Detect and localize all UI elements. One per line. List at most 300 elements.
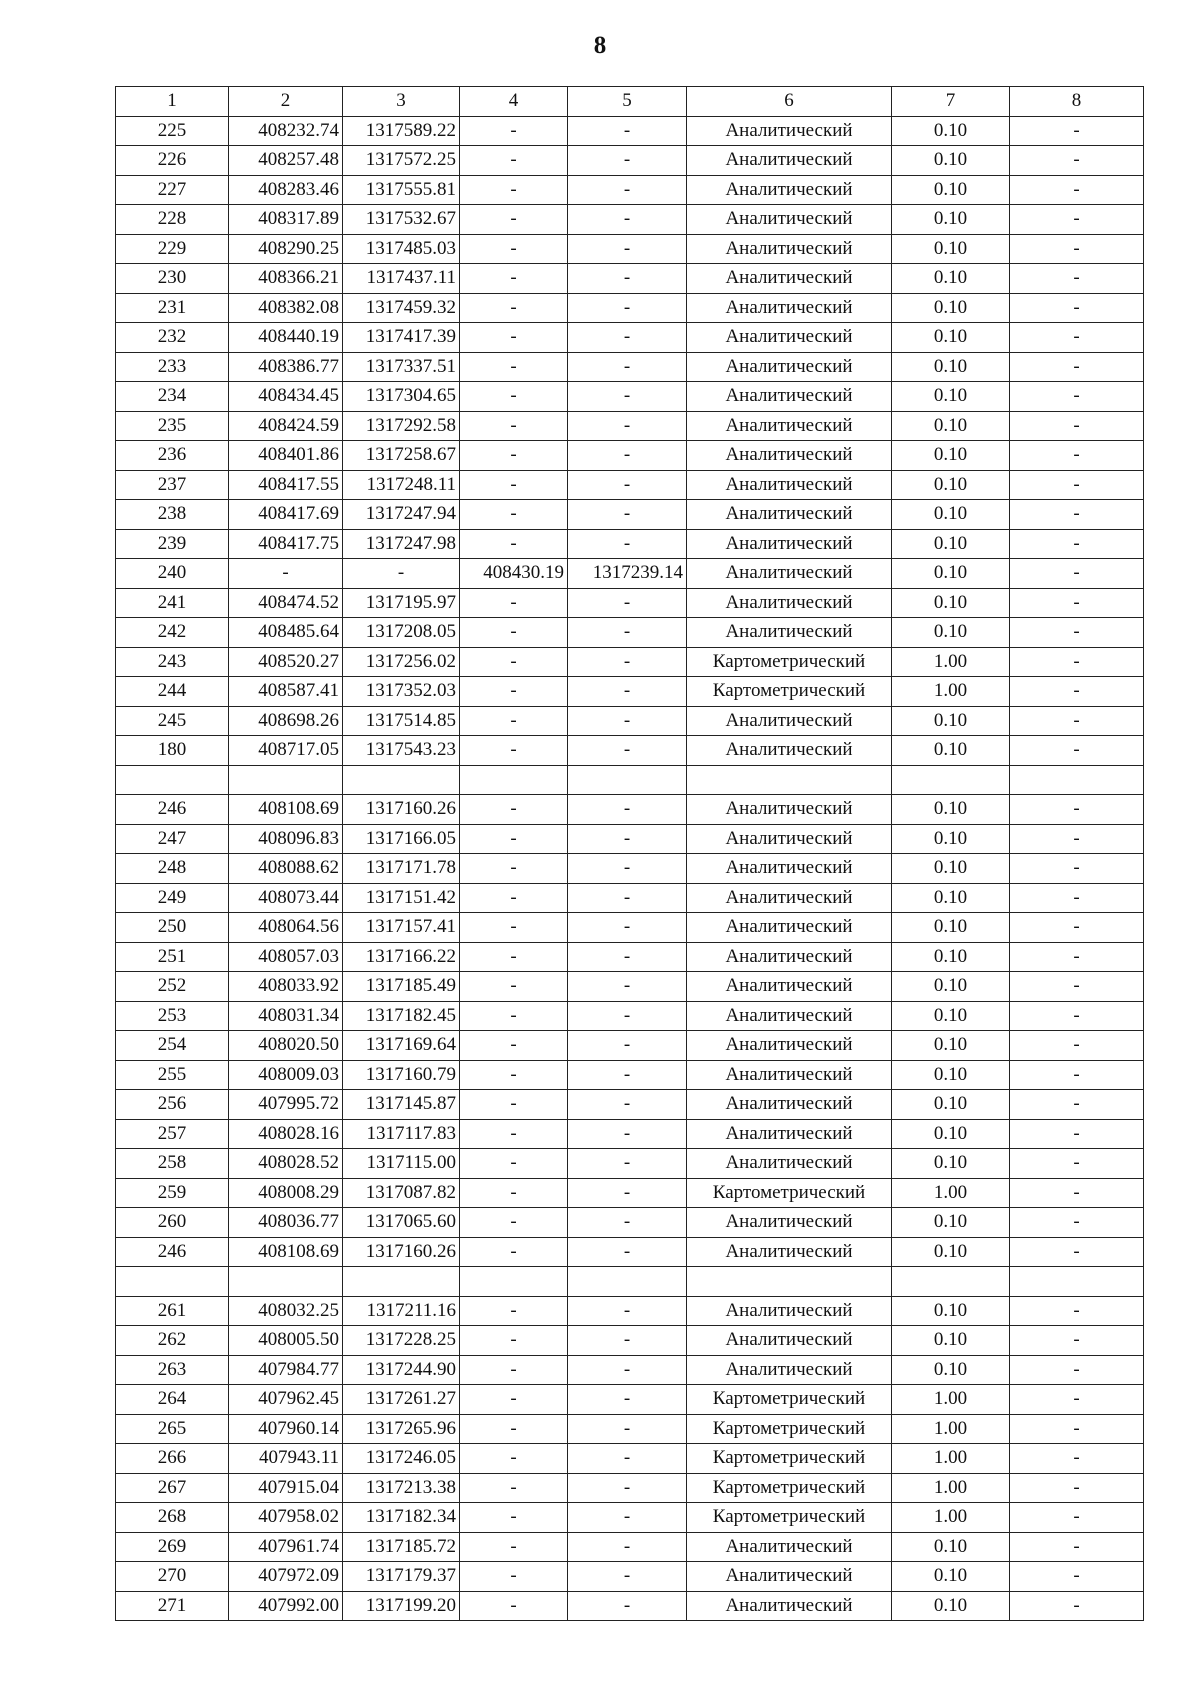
table-cell-col-5: - xyxy=(568,1296,687,1326)
table-cell-col-5: - xyxy=(568,588,687,618)
table-cell-col-6: Аналитический xyxy=(687,1149,892,1179)
table-row xyxy=(116,1473,1144,1503)
table-cell-col-3: 1317182.45 xyxy=(343,1001,460,1031)
table-cell-col-2: 408485.64 xyxy=(229,618,343,648)
table-cell-col-3: 1317589.22 xyxy=(343,116,460,146)
table-cell-col-8: - xyxy=(1010,234,1144,264)
table-cell-col-1: 246 xyxy=(116,1237,229,1267)
table-cell-col-7: 0.10 xyxy=(892,529,1010,559)
table-cell-col-5: - xyxy=(568,1060,687,1090)
table-cell-col-7: 0.10 xyxy=(892,1149,1010,1179)
table-cell-col-4: - xyxy=(460,1060,568,1090)
table-cell-col-7: 0.10 xyxy=(892,1060,1010,1090)
table-cell-col-8: - xyxy=(1010,559,1144,589)
table-cell-col-1: 265 xyxy=(116,1414,229,1444)
table-cell-col-1: 225 xyxy=(116,116,229,146)
table-cell-col-2: 408386.77 xyxy=(229,352,343,382)
table-cell-col-4: - xyxy=(460,1031,568,1061)
table-cell-col-4: - xyxy=(460,470,568,500)
table-cell-col-5: - xyxy=(568,677,687,707)
table-cell-col-6: Аналитический xyxy=(687,824,892,854)
table-cell-col-3: 1317065.60 xyxy=(343,1208,460,1238)
table-cell-col-6: Аналитический xyxy=(687,1237,892,1267)
table-cell-col-8: - xyxy=(1010,1031,1144,1061)
table-cell-col-3: 1317417.39 xyxy=(343,323,460,353)
table-row xyxy=(116,293,1144,323)
header-cell: 1 xyxy=(116,87,229,117)
header-cell: 3 xyxy=(343,87,460,117)
table-cell-col-8: - xyxy=(1010,795,1144,825)
table-row xyxy=(116,1562,1144,1592)
table-row xyxy=(116,1001,1144,1031)
table-cell-col-6: Аналитический xyxy=(687,854,892,884)
table-cell-col-7: 0.10 xyxy=(892,470,1010,500)
table-cell-col-3: 1317248.11 xyxy=(343,470,460,500)
table-cell-col-7: 0.10 xyxy=(892,352,1010,382)
table-cell-col-7: 0.10 xyxy=(892,411,1010,441)
table-cell-col-4: - xyxy=(460,677,568,707)
table-cell-col-2: 408028.52 xyxy=(229,1149,343,1179)
table-cell-col-8: - xyxy=(1010,1414,1144,1444)
table-row xyxy=(116,1385,1144,1415)
table-cell-col-5: - xyxy=(568,854,687,884)
table-cell-col-7: 0.10 xyxy=(892,1237,1010,1267)
table-cell-col-7: 0.10 xyxy=(892,1562,1010,1592)
table-cell-col-5: - xyxy=(568,205,687,235)
table-cell-col-8: - xyxy=(1010,1296,1144,1326)
table-cell-col-7: 0.10 xyxy=(892,942,1010,972)
table-cell-col-8: - xyxy=(1010,1473,1144,1503)
table-cell-col-7: 0.10 xyxy=(892,618,1010,648)
table-row xyxy=(116,146,1144,176)
table-cell-col-1: 236 xyxy=(116,441,229,471)
table-row xyxy=(116,323,1144,353)
empty-cell xyxy=(568,1267,687,1297)
table-cell-col-4: - xyxy=(460,706,568,736)
table-cell-col-5: - xyxy=(568,1208,687,1238)
table-cell-col-4: - xyxy=(460,293,568,323)
table-cell-col-6: Аналитический xyxy=(687,146,892,176)
table-cell-col-3: 1317087.82 xyxy=(343,1178,460,1208)
table-cell-col-7: 1.00 xyxy=(892,1503,1010,1533)
table-cell-col-4: - xyxy=(460,913,568,943)
table-cell-col-1: 258 xyxy=(116,1149,229,1179)
table-cell-col-7: 0.10 xyxy=(892,854,1010,884)
table-cell-col-3: 1317160.79 xyxy=(343,1060,460,1090)
table-row xyxy=(116,205,1144,235)
table-row xyxy=(116,1149,1144,1179)
table-cell-col-2: 408057.03 xyxy=(229,942,343,972)
table-cell-col-8: - xyxy=(1010,146,1144,176)
table-cell-col-7: 0.10 xyxy=(892,736,1010,766)
table-cell-col-3: 1317195.97 xyxy=(343,588,460,618)
table-cell-col-6: Аналитический xyxy=(687,1031,892,1061)
table-cell-col-8: - xyxy=(1010,116,1144,146)
table-cell-col-6: Аналитический xyxy=(687,441,892,471)
table-cell-col-1: 270 xyxy=(116,1562,229,1592)
table-cell-col-2: 407962.45 xyxy=(229,1385,343,1415)
table-cell-col-4: - xyxy=(460,1119,568,1149)
table-cell-col-7: 0.10 xyxy=(892,1591,1010,1621)
table-cell-col-3: 1317292.58 xyxy=(343,411,460,441)
table-cell-col-1: 261 xyxy=(116,1296,229,1326)
table-cell-col-7: 0.10 xyxy=(892,1532,1010,1562)
table-cell-col-4: - xyxy=(460,1414,568,1444)
table-cell-col-4: - xyxy=(460,1591,568,1621)
table-cell-col-3: 1317185.72 xyxy=(343,1532,460,1562)
empty-cell xyxy=(1010,765,1144,795)
table-row xyxy=(116,1031,1144,1061)
table-cell-col-2: 408520.27 xyxy=(229,647,343,677)
table-cell-col-4: - xyxy=(460,647,568,677)
table-cell-col-6: Аналитический xyxy=(687,883,892,913)
table-cell-col-3: 1317199.20 xyxy=(343,1591,460,1621)
table-cell-col-3: 1317151.42 xyxy=(343,883,460,913)
table-row xyxy=(116,1178,1144,1208)
table-row xyxy=(116,1355,1144,1385)
table-cell-col-4: - xyxy=(460,1178,568,1208)
table-cell-col-3: 1317171.78 xyxy=(343,854,460,884)
table-row xyxy=(116,1119,1144,1149)
table-cell-col-1: 245 xyxy=(116,706,229,736)
table-cell-col-6: Аналитический xyxy=(687,264,892,294)
table-cell-col-8: - xyxy=(1010,352,1144,382)
table-cell-col-6: Картометрический xyxy=(687,1178,892,1208)
table-cell-col-7: 0.10 xyxy=(892,323,1010,353)
table-row xyxy=(116,264,1144,294)
table-cell-col-3: 1317261.27 xyxy=(343,1385,460,1415)
table-cell-col-1: 240 xyxy=(116,559,229,589)
table-cell-col-8: - xyxy=(1010,1060,1144,1090)
table-row xyxy=(116,1237,1144,1267)
table-cell-col-5: - xyxy=(568,1031,687,1061)
table-cell-col-1: 227 xyxy=(116,175,229,205)
table-cell-col-1: 263 xyxy=(116,1355,229,1385)
empty-cell xyxy=(229,1267,343,1297)
table-cell-col-4: - xyxy=(460,824,568,854)
table-cell-col-4: - xyxy=(460,382,568,412)
table-cell-col-4: - xyxy=(460,529,568,559)
table-cell-col-2: 408417.69 xyxy=(229,500,343,530)
table-row xyxy=(116,1444,1144,1474)
table-cell-col-1: 243 xyxy=(116,647,229,677)
table-cell-col-4: - xyxy=(460,1562,568,1592)
table-cell-col-8: - xyxy=(1010,588,1144,618)
table-cell-col-6: Аналитический xyxy=(687,323,892,353)
table-cell-col-8: - xyxy=(1010,323,1144,353)
table-cell-col-3: 1317337.51 xyxy=(343,352,460,382)
table-cell-col-7: 0.10 xyxy=(892,234,1010,264)
table-row xyxy=(116,559,1144,589)
table-cell-col-2: 408032.25 xyxy=(229,1296,343,1326)
table-row xyxy=(116,470,1144,500)
table-cell-col-6: Картометрический xyxy=(687,1414,892,1444)
table-cell-col-8: - xyxy=(1010,205,1144,235)
table-cell-col-5: - xyxy=(568,1355,687,1385)
table-cell-col-1: 234 xyxy=(116,382,229,412)
table-cell-col-6: Аналитический xyxy=(687,1532,892,1562)
table-cell-col-8: - xyxy=(1010,293,1144,323)
table-body xyxy=(116,116,1144,1621)
table-row xyxy=(116,647,1144,677)
table-cell-col-1: 264 xyxy=(116,1385,229,1415)
table-cell-col-3: 1317117.83 xyxy=(343,1119,460,1149)
page-number: 8 xyxy=(593,32,607,59)
empty-cell xyxy=(687,1267,892,1297)
table-cell-col-5: 1317239.14 xyxy=(568,559,687,589)
table-cell-col-5: - xyxy=(568,1178,687,1208)
table-cell-col-2: 408064.56 xyxy=(229,913,343,943)
table-cell-col-7: 0.10 xyxy=(892,205,1010,235)
table-cell-col-6: Аналитический xyxy=(687,411,892,441)
header-cell: 4 xyxy=(460,87,568,117)
table-cell-col-5: - xyxy=(568,1001,687,1031)
table-cell-col-4: - xyxy=(460,146,568,176)
table-cell-col-6: Аналитический xyxy=(687,618,892,648)
table-cell-col-8: - xyxy=(1010,1591,1144,1621)
table-cell-col-1: 231 xyxy=(116,293,229,323)
table-cell-col-8: - xyxy=(1010,972,1144,1002)
table-cell-col-5: - xyxy=(568,706,687,736)
table-cell-col-6: Картометрический xyxy=(687,1473,892,1503)
empty-separator-row xyxy=(116,765,1144,795)
table-cell-col-3: 1317166.05 xyxy=(343,824,460,854)
table-cell-col-2: 408283.46 xyxy=(229,175,343,205)
table-cell-col-5: - xyxy=(568,883,687,913)
table-cell-col-4: - xyxy=(460,1532,568,1562)
table-cell-col-2: 408033.92 xyxy=(229,972,343,1002)
table-row xyxy=(116,736,1144,766)
table-cell-col-1: 239 xyxy=(116,529,229,559)
table-cell-col-5: - xyxy=(568,382,687,412)
table-cell-col-2: 408009.03 xyxy=(229,1060,343,1090)
table-cell-col-1: 247 xyxy=(116,824,229,854)
table-cell-col-2: 408717.05 xyxy=(229,736,343,766)
table-cell-col-1: 268 xyxy=(116,1503,229,1533)
table-cell-col-6: Аналитический xyxy=(687,736,892,766)
table-cell-col-4: - xyxy=(460,1208,568,1238)
table-cell-col-2: 408020.50 xyxy=(229,1031,343,1061)
table-cell-col-6: Аналитический xyxy=(687,1208,892,1238)
table-row xyxy=(116,913,1144,943)
table-cell-col-5: - xyxy=(568,293,687,323)
table-cell-col-4: - xyxy=(460,1296,568,1326)
table-cell-col-6: Аналитический xyxy=(687,972,892,1002)
table-cell-col-7: 0.10 xyxy=(892,264,1010,294)
table-cell-col-2: 408317.89 xyxy=(229,205,343,235)
table-cell-col-8: - xyxy=(1010,1090,1144,1120)
table-cell-col-3: 1317115.00 xyxy=(343,1149,460,1179)
table-cell-col-8: - xyxy=(1010,1444,1144,1474)
table-row xyxy=(116,382,1144,412)
table-cell-col-4: - xyxy=(460,1001,568,1031)
empty-cell xyxy=(892,1267,1010,1297)
empty-cell xyxy=(460,765,568,795)
table-cell-col-3: 1317244.90 xyxy=(343,1355,460,1385)
table-cell-col-3: 1317246.05 xyxy=(343,1444,460,1474)
table-cell-col-3: 1317572.25 xyxy=(343,146,460,176)
table-cell-col-8: - xyxy=(1010,1001,1144,1031)
table-cell-col-7: 0.10 xyxy=(892,1119,1010,1149)
header-cell: 2 xyxy=(229,87,343,117)
table-cell-col-6: Картометрический xyxy=(687,1503,892,1533)
table-cell-col-1: 254 xyxy=(116,1031,229,1061)
table-cell-col-6: Аналитический xyxy=(687,1296,892,1326)
table-cell-col-1: 260 xyxy=(116,1208,229,1238)
table-cell-col-1: 230 xyxy=(116,264,229,294)
header-cell: 8 xyxy=(1010,87,1144,117)
table-cell-col-2: 408698.26 xyxy=(229,706,343,736)
table-cell-col-6: Картометрический xyxy=(687,677,892,707)
table-cell-col-8: - xyxy=(1010,1355,1144,1385)
table-cell-col-3: 1317258.67 xyxy=(343,441,460,471)
table-cell-col-7: 1.00 xyxy=(892,1473,1010,1503)
table-cell-col-2: 408434.45 xyxy=(229,382,343,412)
table-cell-col-7: 0.10 xyxy=(892,913,1010,943)
table-cell-col-6: Аналитический xyxy=(687,470,892,500)
table-cell-col-1: 252 xyxy=(116,972,229,1002)
table-cell-col-4: - xyxy=(460,234,568,264)
table-cell-col-3: 1317160.26 xyxy=(343,795,460,825)
table-cell-col-8: - xyxy=(1010,1503,1144,1533)
table-cell-col-6: Аналитический xyxy=(687,352,892,382)
coordinates-table xyxy=(115,86,1144,1621)
table-cell-col-1: 257 xyxy=(116,1119,229,1149)
table-cell-col-6: Аналитический xyxy=(687,795,892,825)
table-cell-col-4: - xyxy=(460,500,568,530)
table-cell-col-7: 0.10 xyxy=(892,500,1010,530)
table-cell-col-3: 1317228.25 xyxy=(343,1326,460,1356)
empty-cell xyxy=(116,765,229,795)
table-cell-col-1: 266 xyxy=(116,1444,229,1474)
table-cell-col-4: - xyxy=(460,264,568,294)
table-cell-col-4: - xyxy=(460,588,568,618)
table-cell-col-2: 408232.74 xyxy=(229,116,343,146)
table-row xyxy=(116,1060,1144,1090)
table-cell-col-4: - xyxy=(460,972,568,1002)
header-cell: 6 xyxy=(687,87,892,117)
table-cell-col-2: 408366.21 xyxy=(229,264,343,294)
table-cell-col-2: 407972.09 xyxy=(229,1562,343,1592)
table-cell-col-8: - xyxy=(1010,647,1144,677)
table-cell-col-5: - xyxy=(568,1562,687,1592)
table-cell-col-8: - xyxy=(1010,1562,1144,1592)
table-cell-col-5: - xyxy=(568,736,687,766)
table-cell-col-4: - xyxy=(460,942,568,972)
table-row xyxy=(116,352,1144,382)
table-cell-col-4: - xyxy=(460,1355,568,1385)
table-cell-col-2: 408073.44 xyxy=(229,883,343,913)
table-cell-col-3: 1317182.34 xyxy=(343,1503,460,1533)
table-cell-col-7: 0.10 xyxy=(892,824,1010,854)
table-cell-col-6: Аналитический xyxy=(687,1355,892,1385)
table-cell-col-8: - xyxy=(1010,942,1144,972)
table-cell-col-8: - xyxy=(1010,736,1144,766)
table-cell-col-1: 238 xyxy=(116,500,229,530)
table-row xyxy=(116,1296,1144,1326)
table-row xyxy=(116,706,1144,736)
table-cell-col-4: 408430.19 xyxy=(460,559,568,589)
table-cell-col-7: 0.10 xyxy=(892,1296,1010,1326)
table-cell-col-4: - xyxy=(460,323,568,353)
table-cell-col-5: - xyxy=(568,972,687,1002)
table-cell-col-6: Аналитический xyxy=(687,1060,892,1090)
table-cell-col-7: 0.10 xyxy=(892,441,1010,471)
table-row xyxy=(116,116,1144,146)
table-cell-col-6: Аналитический xyxy=(687,234,892,264)
table-cell-col-2: 407915.04 xyxy=(229,1473,343,1503)
table-cell-col-6: Аналитический xyxy=(687,1562,892,1592)
table-cell-col-6: Аналитический xyxy=(687,500,892,530)
table-cell-col-6: Картометрический xyxy=(687,1385,892,1415)
table-cell-col-5: - xyxy=(568,1385,687,1415)
table-cell-col-5: - xyxy=(568,411,687,441)
table-row xyxy=(116,529,1144,559)
table-cell-col-2: 408290.25 xyxy=(229,234,343,264)
table-cell-col-5: - xyxy=(568,264,687,294)
table-cell-col-8: - xyxy=(1010,618,1144,648)
table-cell-col-1: 248 xyxy=(116,854,229,884)
table-cell-col-1: 237 xyxy=(116,470,229,500)
table-row xyxy=(116,588,1144,618)
table-cell-col-8: - xyxy=(1010,883,1144,913)
table-row xyxy=(116,1503,1144,1533)
table-cell-col-6: Аналитический xyxy=(687,913,892,943)
table-cell-col-5: - xyxy=(568,647,687,677)
table-cell-col-4: - xyxy=(460,1237,568,1267)
table-cell-col-7: 0.10 xyxy=(892,1355,1010,1385)
table-cell-col-2: 408382.08 xyxy=(229,293,343,323)
table-cell-col-7: 0.10 xyxy=(892,972,1010,1002)
table-cell-col-5: - xyxy=(568,146,687,176)
table-cell-col-2: - xyxy=(229,559,343,589)
table-row xyxy=(116,677,1144,707)
table-cell-col-5: - xyxy=(568,1591,687,1621)
table-cell-col-5: - xyxy=(568,116,687,146)
table-row xyxy=(116,234,1144,264)
table-row xyxy=(116,1414,1144,1444)
table-cell-col-2: 408008.29 xyxy=(229,1178,343,1208)
table-cell-col-6: Аналитический xyxy=(687,706,892,736)
table-cell-col-2: 408424.59 xyxy=(229,411,343,441)
table-cell-col-1: 251 xyxy=(116,942,229,972)
table-cell-col-4: - xyxy=(460,116,568,146)
table-cell-col-2: 407961.74 xyxy=(229,1532,343,1562)
table-cell-col-2: 407960.14 xyxy=(229,1414,343,1444)
table-cell-col-1: 180 xyxy=(116,736,229,766)
table-cell-col-6: Аналитический xyxy=(687,942,892,972)
table-cell-col-8: - xyxy=(1010,854,1144,884)
table-row xyxy=(116,411,1144,441)
header-cell: 7 xyxy=(892,87,1010,117)
table-cell-col-4: - xyxy=(460,411,568,441)
table-cell-col-1: 253 xyxy=(116,1001,229,1031)
table-cell-col-7: 1.00 xyxy=(892,1385,1010,1415)
table-cell-col-3: 1317166.22 xyxy=(343,942,460,972)
table-cell-col-2: 408096.83 xyxy=(229,824,343,854)
table-cell-col-1: 244 xyxy=(116,677,229,707)
table-cell-col-6: Аналитический xyxy=(687,1001,892,1031)
table-cell-col-6: Аналитический xyxy=(687,293,892,323)
table-cell-col-8: - xyxy=(1010,913,1144,943)
table-cell-col-8: - xyxy=(1010,706,1144,736)
empty-cell xyxy=(116,1267,229,1297)
table-cell-col-2: 407984.77 xyxy=(229,1355,343,1385)
table-row xyxy=(116,972,1144,1002)
table-cell-col-1: 229 xyxy=(116,234,229,264)
table-cell-col-4: - xyxy=(460,441,568,471)
table-cell-col-7: 0.10 xyxy=(892,293,1010,323)
